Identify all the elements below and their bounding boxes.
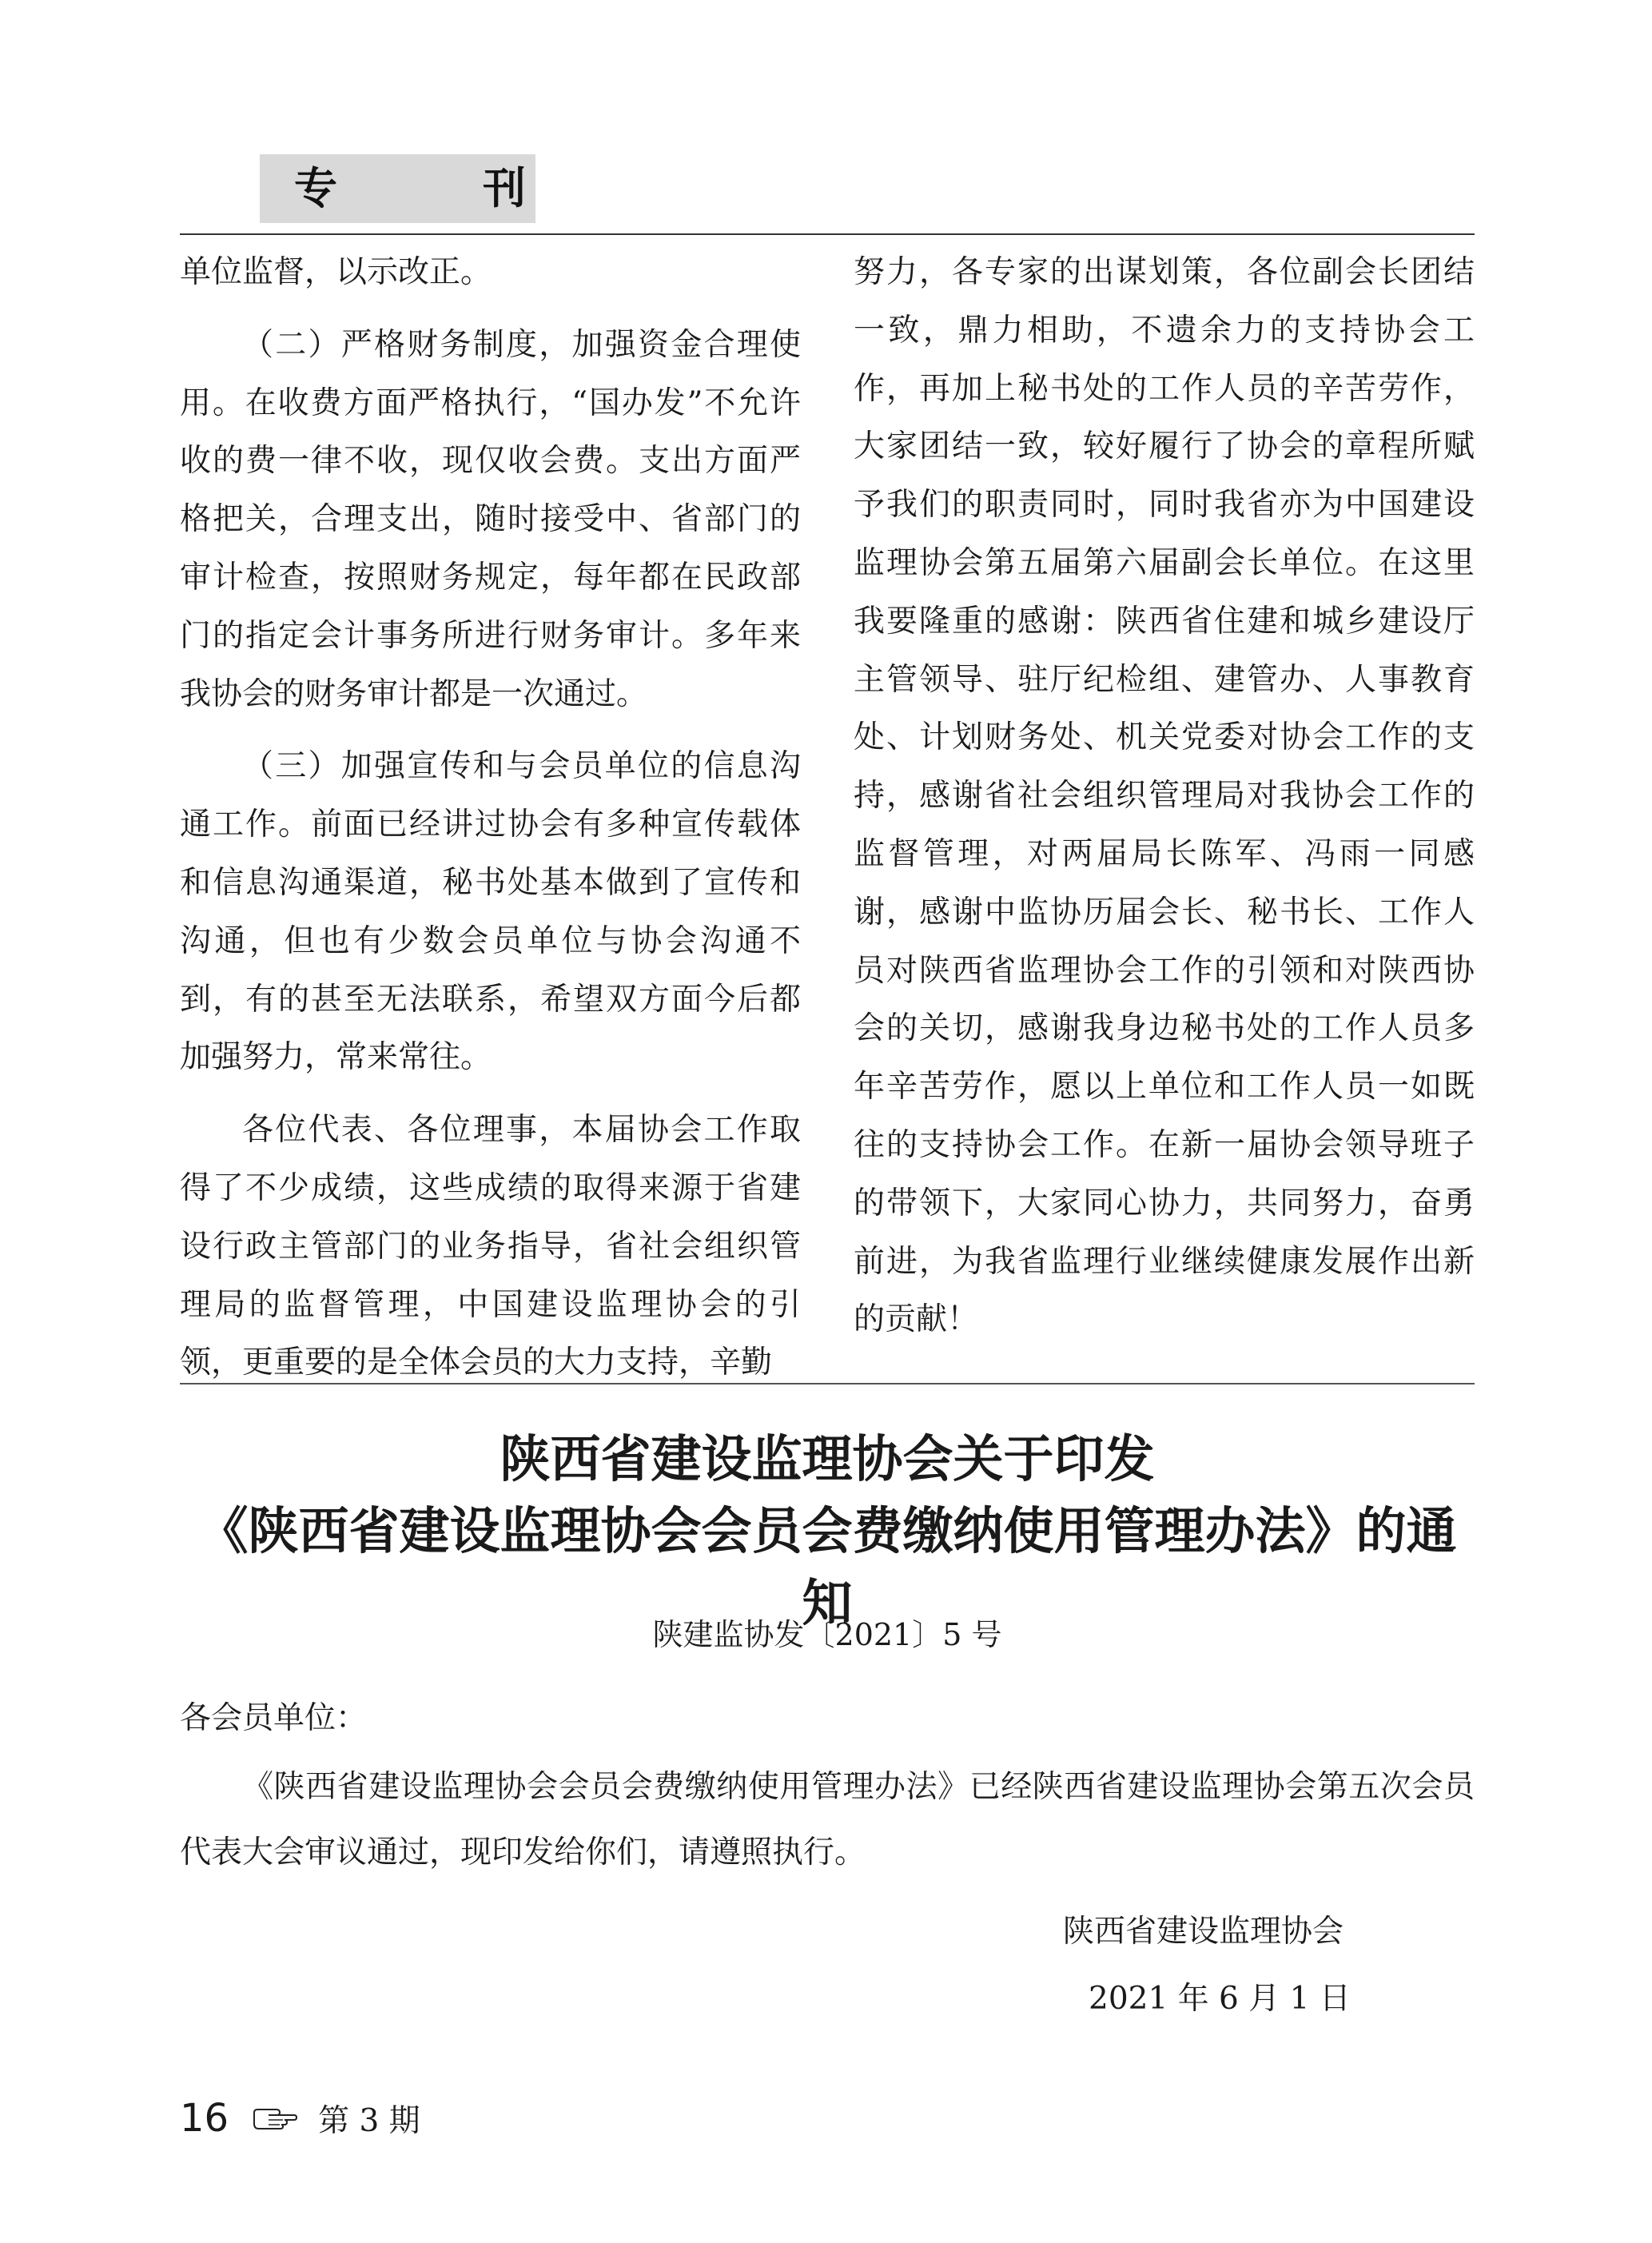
section-header — [294, 161, 526, 217]
left-paragraph-4: 各位代表、各位理事，本届协会工作取得了不少成绩，这些成绩的取得来源于省建设行政主管部门的业务指导，省社会组织管理局的监督管理，中国建设监理协会的引领，更重要的是全体会员的大力支持，辛勤 — [180, 1112, 801, 1381]
header-rule — [180, 233, 1475, 235]
section-label-1: 专 — [294, 163, 337, 213]
page-footer — [180, 2094, 420, 2142]
section-divider — [180, 1383, 1475, 1384]
document-number: 陕建监协发〔2021〕5 号 — [652, 1617, 1002, 1652]
left-paragraph-1: 单位监督，以示改正。 — [180, 254, 492, 290]
signature-organization: 陕西省建设监理协会 — [1063, 1914, 1344, 1950]
left-paragraph-2: （二）严格财务制度，加强资金合理使用。在收费方面严格执行，“国办发”不允许收的费一律不收，现仅收会费。支出方面严格把关，合理支出，随时接受中、省部门的审计检查，按照财务规定，每年都在民政部门的指定会计事务所进行财务审计。多年来我协会的财务审计都是一次通过。 — [180, 326, 801, 712]
issue-label: 第 3 期 — [318, 2103, 420, 2139]
notice-body-paragraph: 《陕西省建设监理协会会员会费缴纳使用管理办法》已经陕西省建设监理协会第五次会员代表大会审议通过，现印发给你们，请遵照执行。 — [180, 1769, 1475, 1870]
left-paragraph-3: （三）加强宣传和与会员单位的信息沟通工作。前面已经讲过协会有多种宣传载体和信息沟通渠道，秘书处基本做到了宣传和沟通，但也有少数会员单位与协会沟通不到，有的甚至无法联系，希望双方面今后都加强努力，常来常往。 — [180, 748, 801, 1076]
signature-date: 2021 年 6 月 1 日 — [1089, 1981, 1351, 2017]
notice-title-line-2: 《陕西省建设监理协会会员会费缴纳使用管理办法》的通知 — [197, 1501, 1457, 1632]
notice-title — [180, 1423, 1475, 1639]
right-column — [854, 244, 1475, 1349]
section-label-2: 刊 — [483, 163, 526, 213]
notice-title-line-1: 陕西省建设监理协会关于印发 — [500, 1429, 1155, 1488]
right-paragraph-1: 努力，各专家的出谋划策，各位副会长团结一致，鼎力相助，不遗余力的支持协会工作，再加上秘书处的工作人员的辛苦劳作，大家团结一致，较好履行了协会的章程所赋予我们的职责同时，同时我省亦为中国建设监理协会第五届第六届副会长单位。在这里我要隆重的感谢：陕西省住建和城乡建设厅主管领导、驻厅纪检组、建管办、人事教育处、计划财务处、机关党委对协会工作的支持，感谢省社会组织管理局对我协会工作的监督管理，对两届局长陈军、冯雨一同感谢，感谢中监协历届会长、秘书长、工作人员对陕西省监理协会工作的引领和对陕西协会的关切，感谢我身边秘书处的工作人员多年辛苦劳作，愿以上单位和工作人员一如既往的支持协会工作。在新一届协会领导班子的带领下，大家同心协力，共同努力，奋勇前进，为我省监理行业继续健康发展作出新的贡献！ — [854, 254, 1475, 1338]
signature-block — [1063, 1898, 1431, 2033]
left-column — [180, 244, 801, 1392]
pointing-hand-icon — [253, 2106, 297, 2130]
salutation: 各会员单位： — [180, 1700, 368, 1736]
page-number: 16 — [180, 2096, 229, 2141]
notice-body — [180, 1755, 1475, 1886]
